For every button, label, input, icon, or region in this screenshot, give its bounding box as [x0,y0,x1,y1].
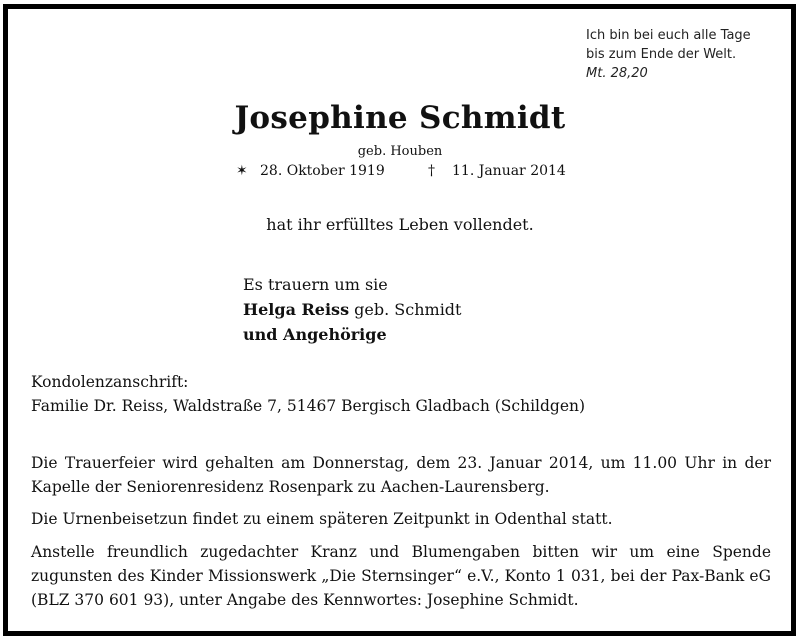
death-cross-icon: † [428,163,435,179]
quote-line-1: Ich bin bei euch alle Tage [586,28,751,43]
life-statement: hat ihr erfülltes Leben vollendet. [266,215,534,234]
deceased-name: Josephine Schmidt [234,100,566,136]
mourner-name: Helga Reiss [243,300,350,319]
mourners-block [243,272,461,347]
donation-paragraph: Anstelle freundlich zugedachter Kranz und Blumengaben bitten wir um eine Spende zugunsten des Kinder Missionswerk „Die Sternsinger“ e.V., Konto 1 031, bei der Pax-Bank eG (BLZ 370 601 93), unter Angabe des Kennwortes: Josephine Schmidt. [31,543,771,609]
birth-star-icon: ✶ [236,163,248,179]
mourner-line [243,297,461,322]
birth-date: 28. Oktober 1919 [260,163,385,179]
quote-reference: Mt. 28,20 [586,66,648,81]
birth-name: geb. Houben [357,144,443,159]
bible-quote [586,26,766,83]
mourner-birth-name: geb. Schmidt [349,300,462,319]
death-date-line [428,163,566,179]
condolence-address: Familie Dr. Reiss, Waldstraße 7, 51467 Bergisch Gladbach (Schildgen) [31,397,586,415]
condolence-address-block [31,370,585,418]
mourners-intro: Es trauern um sie [243,275,388,294]
urn-paragraph: Die Urnenbeisetzun findet zu einem späteren Zeitpunkt in Odenthal statt. [31,510,613,528]
condolence-label: Kondolenzanschrift: [31,373,189,391]
funeral-paragraph: Die Trauerfeier wird gehalten am Donnerstag, dem 23. Januar 2014, um 11.00 Uhr in der Kapelle der Seniorenresidenz Rosenpark zu Aachen-Laurensberg. [31,454,771,496]
relatives: und Angehörige [243,325,387,344]
quote-line-2: bis zum Ende der Welt. [586,47,737,62]
birth-date-line [236,163,385,179]
death-date: 11. Januar 2014 [452,163,566,179]
